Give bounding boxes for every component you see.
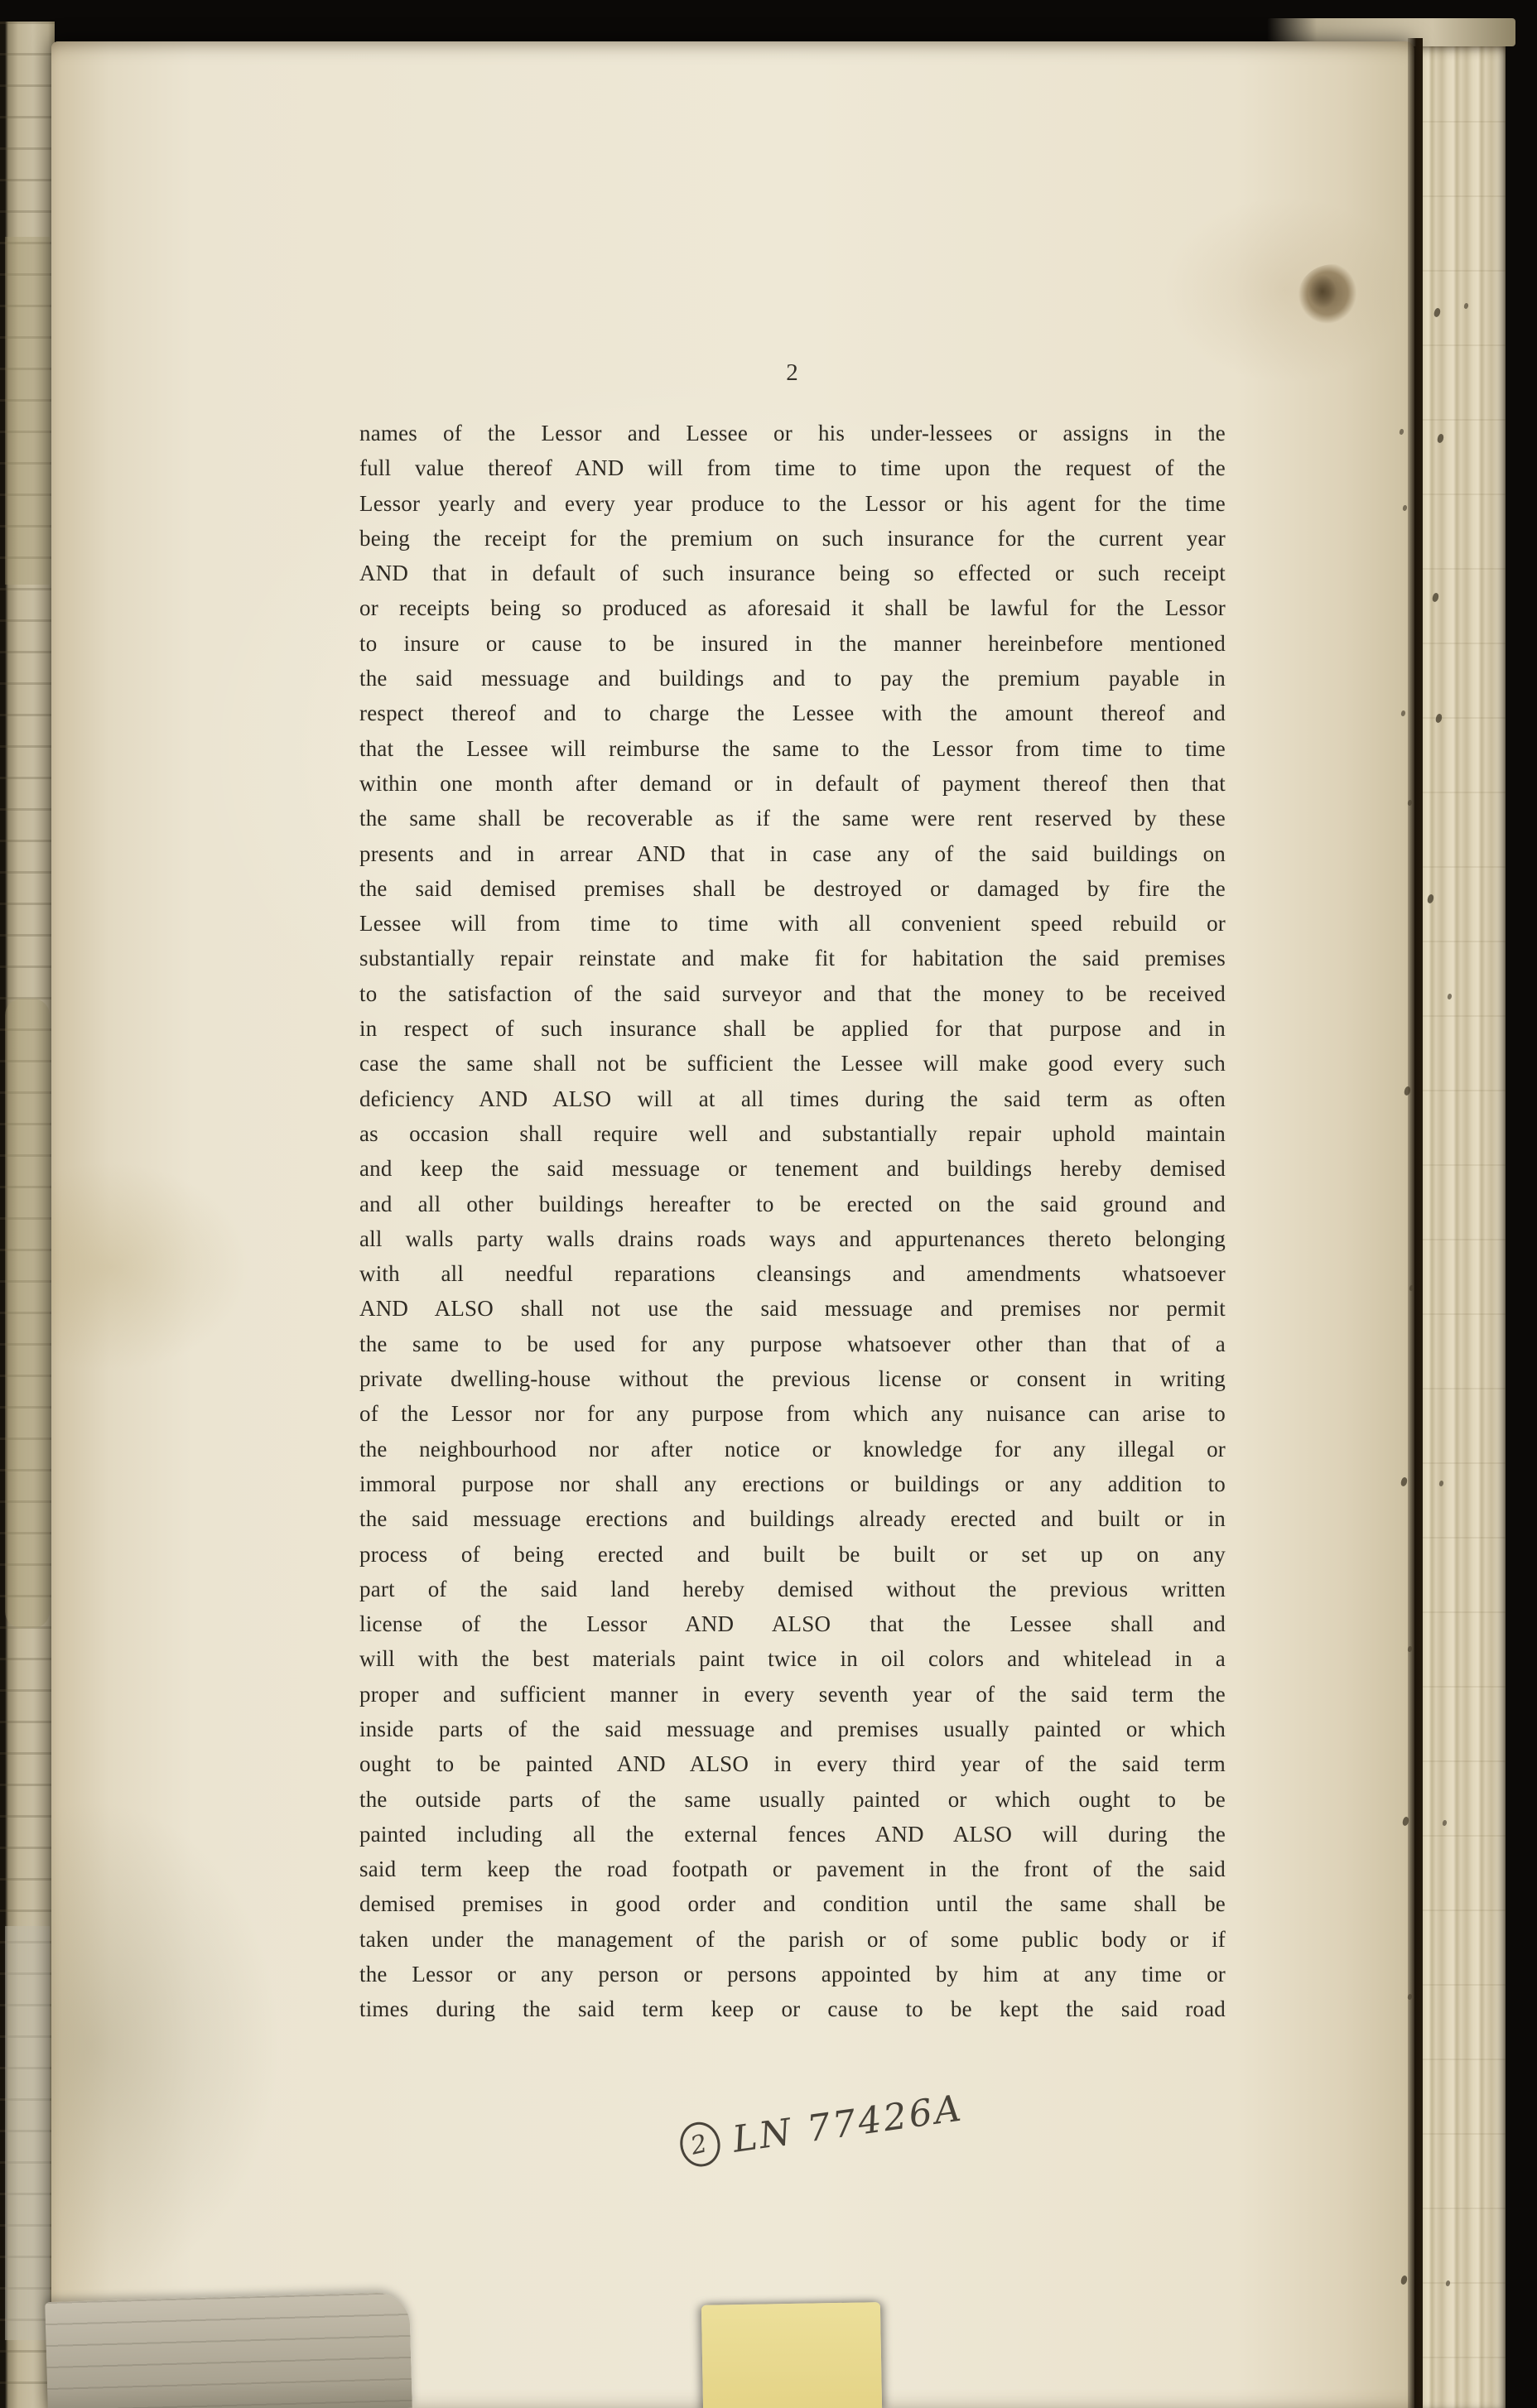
text-line: that the Lessee will reimburse the same to the Lessor from time to time — [359, 735, 1226, 761]
text-line: part of the said land hereby demised without the previous written — [359, 1576, 1226, 1601]
text-line: in respect of such insurance shall be applied for that purpose and in — [359, 1016, 1226, 1042]
fore-edge-page-stack — [1423, 46, 1506, 2408]
text-line: the Lessor or any person or persons appointed by him at any time or — [359, 1962, 1226, 1987]
aged-edge-tint — [5, 237, 50, 585]
text-line: to insure or cause to be insured in the manner hereinbefore mentioned — [359, 630, 1226, 656]
reference-number: LN 77426A — [730, 2086, 966, 2161]
text-line: AND that in default of such insurance being so effected or such receipt — [359, 561, 1226, 586]
circled-page-mark: 2 — [676, 2118, 725, 2170]
text-line: ought to be painted AND ALSO in every third year of the said term — [359, 1751, 1226, 1777]
text-line: as occasion shall require well and substantially repair uphold maintain — [359, 1120, 1226, 1146]
text-line: deficiency AND ALSO will at all times during the said term as often — [359, 1086, 1226, 1111]
paper-stain-core — [1308, 275, 1337, 308]
text-line: the same shall be recoverable as if the same were rent reserved by these — [359, 806, 1226, 831]
text-line: full value thereof AND will from time to time upon the request of the — [359, 455, 1226, 481]
text-line: being the receipt for the premium on such insurance for the current year — [359, 525, 1226, 551]
text-line: and keep the said messuage or tenement and buildings hereby demised — [359, 1156, 1226, 1182]
yellow-slip-tab — [701, 2302, 882, 2408]
text-line: AND ALSO shall not use the said messuage and premises nor permit — [359, 1296, 1226, 1322]
text-line: within one month after demand or in default of payment thereof then that — [359, 770, 1226, 796]
text-line: the outside parts of the same usually painted or which ought to be — [359, 1786, 1226, 1812]
handwritten-annotation — [677, 2085, 966, 2169]
text-line: respect thereof and to charge the Lessee with the amount thereof and — [359, 701, 1226, 726]
text-line: and all other buildings hereafter to be erected on the said ground and — [359, 1191, 1226, 1216]
text-line: painted including all the external fences AND ALSO will during the — [359, 1821, 1226, 1847]
text-line: the neighbourhood nor after notice or knowledge for any illegal or — [359, 1436, 1226, 1462]
text-line: Lessor yearly and every year produce to the Lessor or his agent for the time — [359, 490, 1226, 516]
text-line: or receipts being so produced as aforesaid it shall be lawful for the Lessor — [359, 595, 1226, 621]
text-line: taken under the management of the parish or of some public body or if — [359, 1926, 1226, 1952]
text-line: said term keep the road footpath or pavement in the front of the said — [359, 1857, 1226, 1882]
book-spine-page-edges — [0, 22, 55, 2408]
text-line: private dwelling-house without the previous license or consent in writing — [359, 1366, 1226, 1392]
text-line: with all needful reparations cleansings and amendments whatsoever — [359, 1261, 1226, 1287]
text-line: the same to be used for any purpose whatsoever other than that of a — [359, 1331, 1226, 1356]
text-line: case the same shall not be sufficient the Lessee will make good every such — [359, 1051, 1226, 1076]
text-line: license of the Lessor AND ALSO that the Lessee shall and — [359, 1611, 1226, 1637]
text-line: inside parts of the said messuage and premises usually painted or which — [359, 1716, 1226, 1741]
underlying-page-corner — [45, 2292, 412, 2408]
text-line: immoral purpose nor shall any erections or buildings or any addition to — [359, 1471, 1226, 1496]
text-line: times during the said term keep or cause to be kept the said road — [359, 1996, 1226, 2022]
text-line: process of being erected and built be built or set up on any — [359, 1541, 1226, 1567]
text-line: all walls party walls drains roads ways and appurtenances thereto belonging — [359, 1226, 1226, 1251]
text-line: names of the Lessor and Lessee or his under-lessees or assigns in the — [359, 421, 1226, 445]
body-text — [359, 416, 1226, 2027]
text-line: proper and sufficient manner in every seventh year of the said term the — [359, 1681, 1226, 1707]
aged-edge-tint — [5, 1926, 50, 2340]
page-gutter-shadow — [1408, 38, 1423, 2408]
page-number: 2 — [786, 359, 799, 386]
text-line: will with the best materials paint twice in oil colors and whitelead in a — [359, 1646, 1226, 1672]
text-line: substantially repair reinstate and make fit for habitation the said premises — [359, 946, 1226, 971]
text-line: the said messuage erections and buildings already erected and built or in — [359, 1506, 1226, 1532]
text-line: the said demised premises shall be destroyed or damaged by fire the — [359, 875, 1226, 901]
text-line: presents and in arrear AND that in case any of the said buildings on — [359, 840, 1226, 866]
text-line: demised premises in good order and condition until the same shall be — [359, 1891, 1226, 1917]
text-line: Lessee will from time to time with all convenient speed rebuild or — [359, 911, 1226, 937]
text-line: the said messuage and buildings and to pay the premium payable in — [359, 666, 1226, 691]
text-line: of the Lessor nor for any purpose from which any nuisance can arise to — [359, 1401, 1226, 1427]
aged-edge-tint — [5, 999, 50, 1628]
text-line: to the satisfaction of the said surveyor and that the money to be received — [359, 980, 1226, 1006]
document-page — [51, 41, 1414, 2408]
